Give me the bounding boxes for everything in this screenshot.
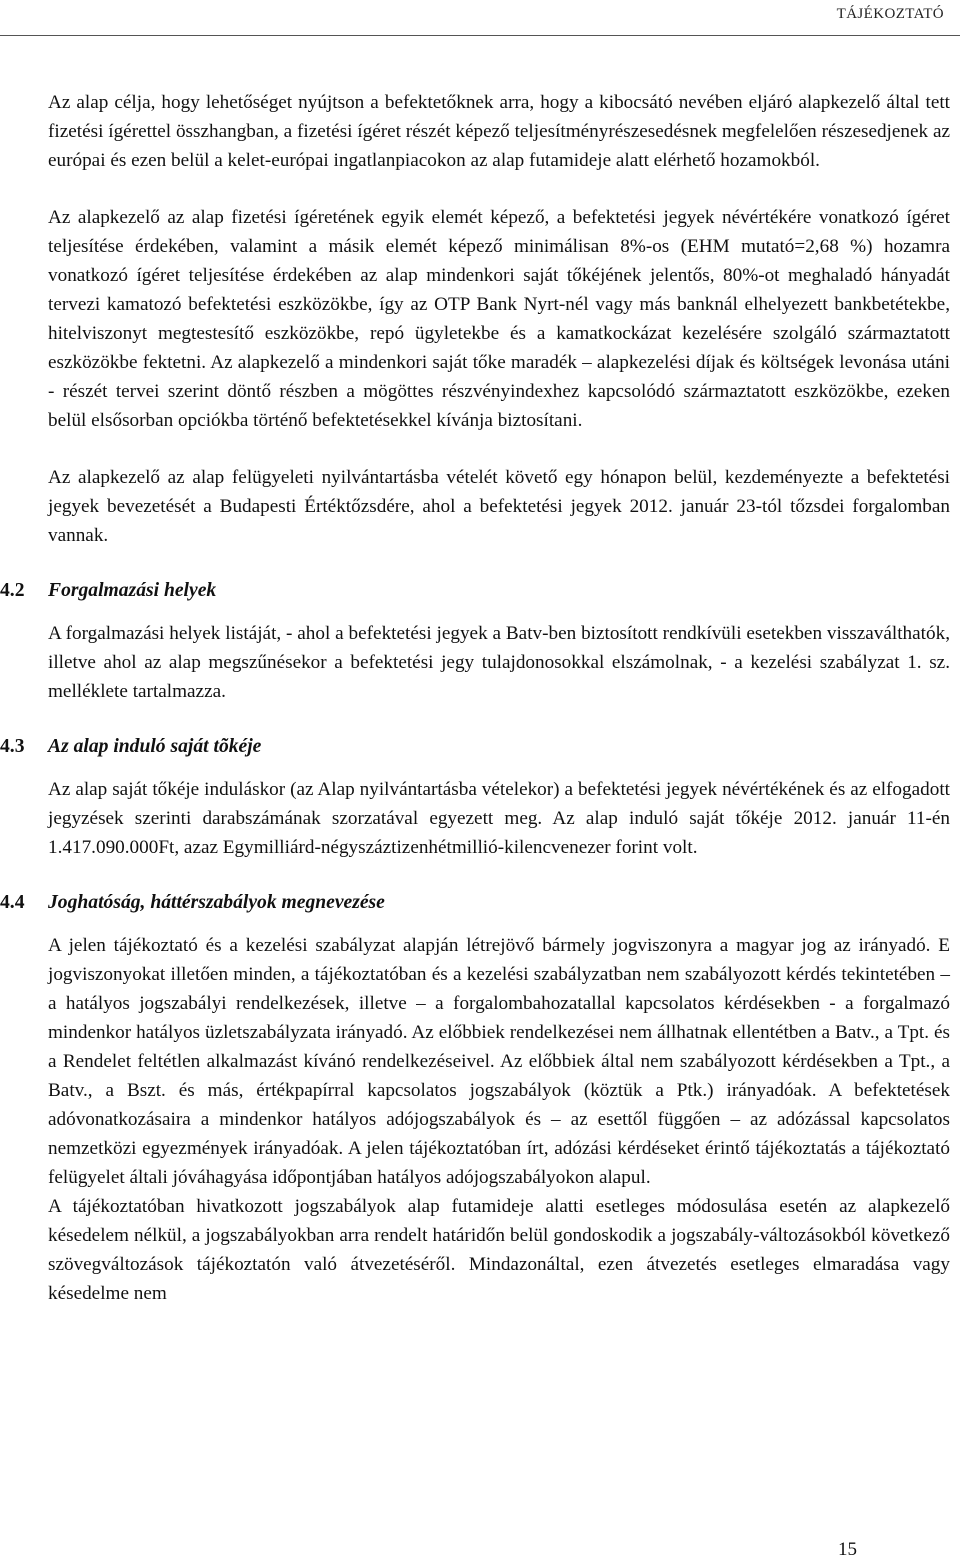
section-heading-4-4 [0,888,950,917]
section-number: 4.2 [0,580,25,601]
section-title: Forgalmazási helyek [48,580,217,601]
paragraph-initial-equity: Az alap saját tőkéje induláskor (az Alap nyilvántartásba vételekor) a befektetési jegyek névértékének és az elfogadott jegyzések szerinti darabszámának szorzatával egyezett meg. Az alap induló saját tőkéje 2012. január 11-én 1.417.090.000Ft, azaz Egymilliárd-négyszáztizenhétmillió-kilencvenezer forint volt. [48,779,950,858]
section-title: Az alap induló saját tõkéje [48,736,262,757]
section-heading-4-3 [0,732,950,761]
section-title: Joghatóság, háttérszabályok megnevezése [48,892,385,913]
paragraph-jurisdiction: A jelen tájékoztató és a kezelési szabályzat alapján létrejövő bármely jogviszonyra a magyar jog az irányadó. E jogviszonyokat illetően minden, a tájékoztatóban és a kezelési szabályzatban nem szabályozott kérdés tekintetében – a hatályos jogszabályi rendelkezések, illetve – a forgalombahozatallal kapcsolatos kérdésekben - a forgalmazó mindenkor hatályos üzletszabályzata irányadó. Az előbbiek rendelkezései nem állhatnak ellentétben a Batv., a Tpt. és a Rendelet feltétlen alkalmazást kívánó rendelkezéseivel. Az előbbiek által nem szabályozott kérdésekben a Tpt., a Batv., a Bszt. és más, értékpapírral kapcsolatos jogszabályok (köztük a Ptk.) irányadóak. A befektetések adóvonatkozásaira a mindenkor hatályos adójogszabályok és – az esettől függően – az adózással kapcsolatos nemzetközi egyezmények irányadóak. A jelen tájékoztatóban írt, adózási kérdéseket érintő tájékoztatás a tájékoztató felügyelet általi jóváhagyása időpontjában hatályos adójogszabályokon alapul. [48,935,950,1188]
section-heading-4-2 [0,576,950,605]
header-rule [0,35,960,36]
paragraph-stock-exchange-listing: Az alapkezelő az alap felügyeleti nyilvántartásba vételét követő egy hónapon belül, kezdeményezte a befektetési jegyek bevezetését a Budapesti Értéktőzsdére, ahol a befektetési jegyek 2012. január 23-tól tőzsdei forgalomban vannak. [48,467,950,546]
paragraph-investment-policy: Az alapkezelő az alap fizetési ígéretének egyik elemét képező, a befektetési jegyek névértékére vonatkozó ígéret teljesítése érdekében, valamint a másik elemét képező minimálisan 8%-os (EHM mutató=2,68 %) hozamra vonatkozó ígéret teljesítése érdekében az alap mindenkori saját tőkéjének jelentős, 80%-ot meghaladó hányadát tervezi kamatozó befektetési eszközökbe, így az OTP Bank Nyrt-nél vagy más banknál elhelyezett bankbetétekbe, hitelviszonyt megtestesítő eszközökbe, repó ügyletekbe és a kamatkockázat kezelésére szolgáló származtatott eszközökbe fektetni. Az alapkezelő a mindenkori saját tőke maradék – alapkezelési díjak és költségek levonása utáni - részét tervei szerint döntő részben a mögöttes részvényindexhez kapcsolódó származtatott eszközökbe, ezeken belül elsősorban opciókba történő befektetésekkel kívánja biztosítani. [48,207,950,431]
section-number: 4.4 [0,892,25,913]
section-number: 4.3 [0,736,25,757]
paragraph-fund-objective: Az alap célja, hogy lehetőséget nyújtson a befektetőknek arra, hogy a kibocsátó nevében eljáró alapkezelő által tett fizetési ígérettel összhangban, a fizetési ígéret részét képező teljesítményrészesedésnek megfelelően részesedjenek az európai és ezen belül a kelet-európai ingatlanpiacokon az alap futamideje alatt elérhető hozamokból. [48,92,950,171]
paragraph-distribution-places: A forgalmazási helyek listáját, - ahol a befektetési jegyek a Batv-ben biztosított rendkívüli esetekben visszaválthatók, illetve ahol az alap megszűnésekor a befektetési jegy tulajdonosokkal elszámolnak, - a kezelési szabályzat 1. sz. melléklete tartalmazza. [48,623,950,702]
running-header: TÁJÉKOZTATÓ [836,6,944,22]
page-number: 15 [838,1539,857,1560]
document-body [0,88,950,1308]
paragraph-legal-amendments: A tájékoztatóban hivatkozott jogszabályok alap futamideje alatti esetleges módosulása esetén az alapkezelő késedelem nélkül, a jogszabályokban arra rendelt határidőn belül gondoskodik a jogszabály-változásokból következő szövegváltozások tájékoztatón való átvezetéséről. Mindazonáltal, ezen átvezetés esetleges elmaradása vagy késedelme nem [48,1196,950,1304]
